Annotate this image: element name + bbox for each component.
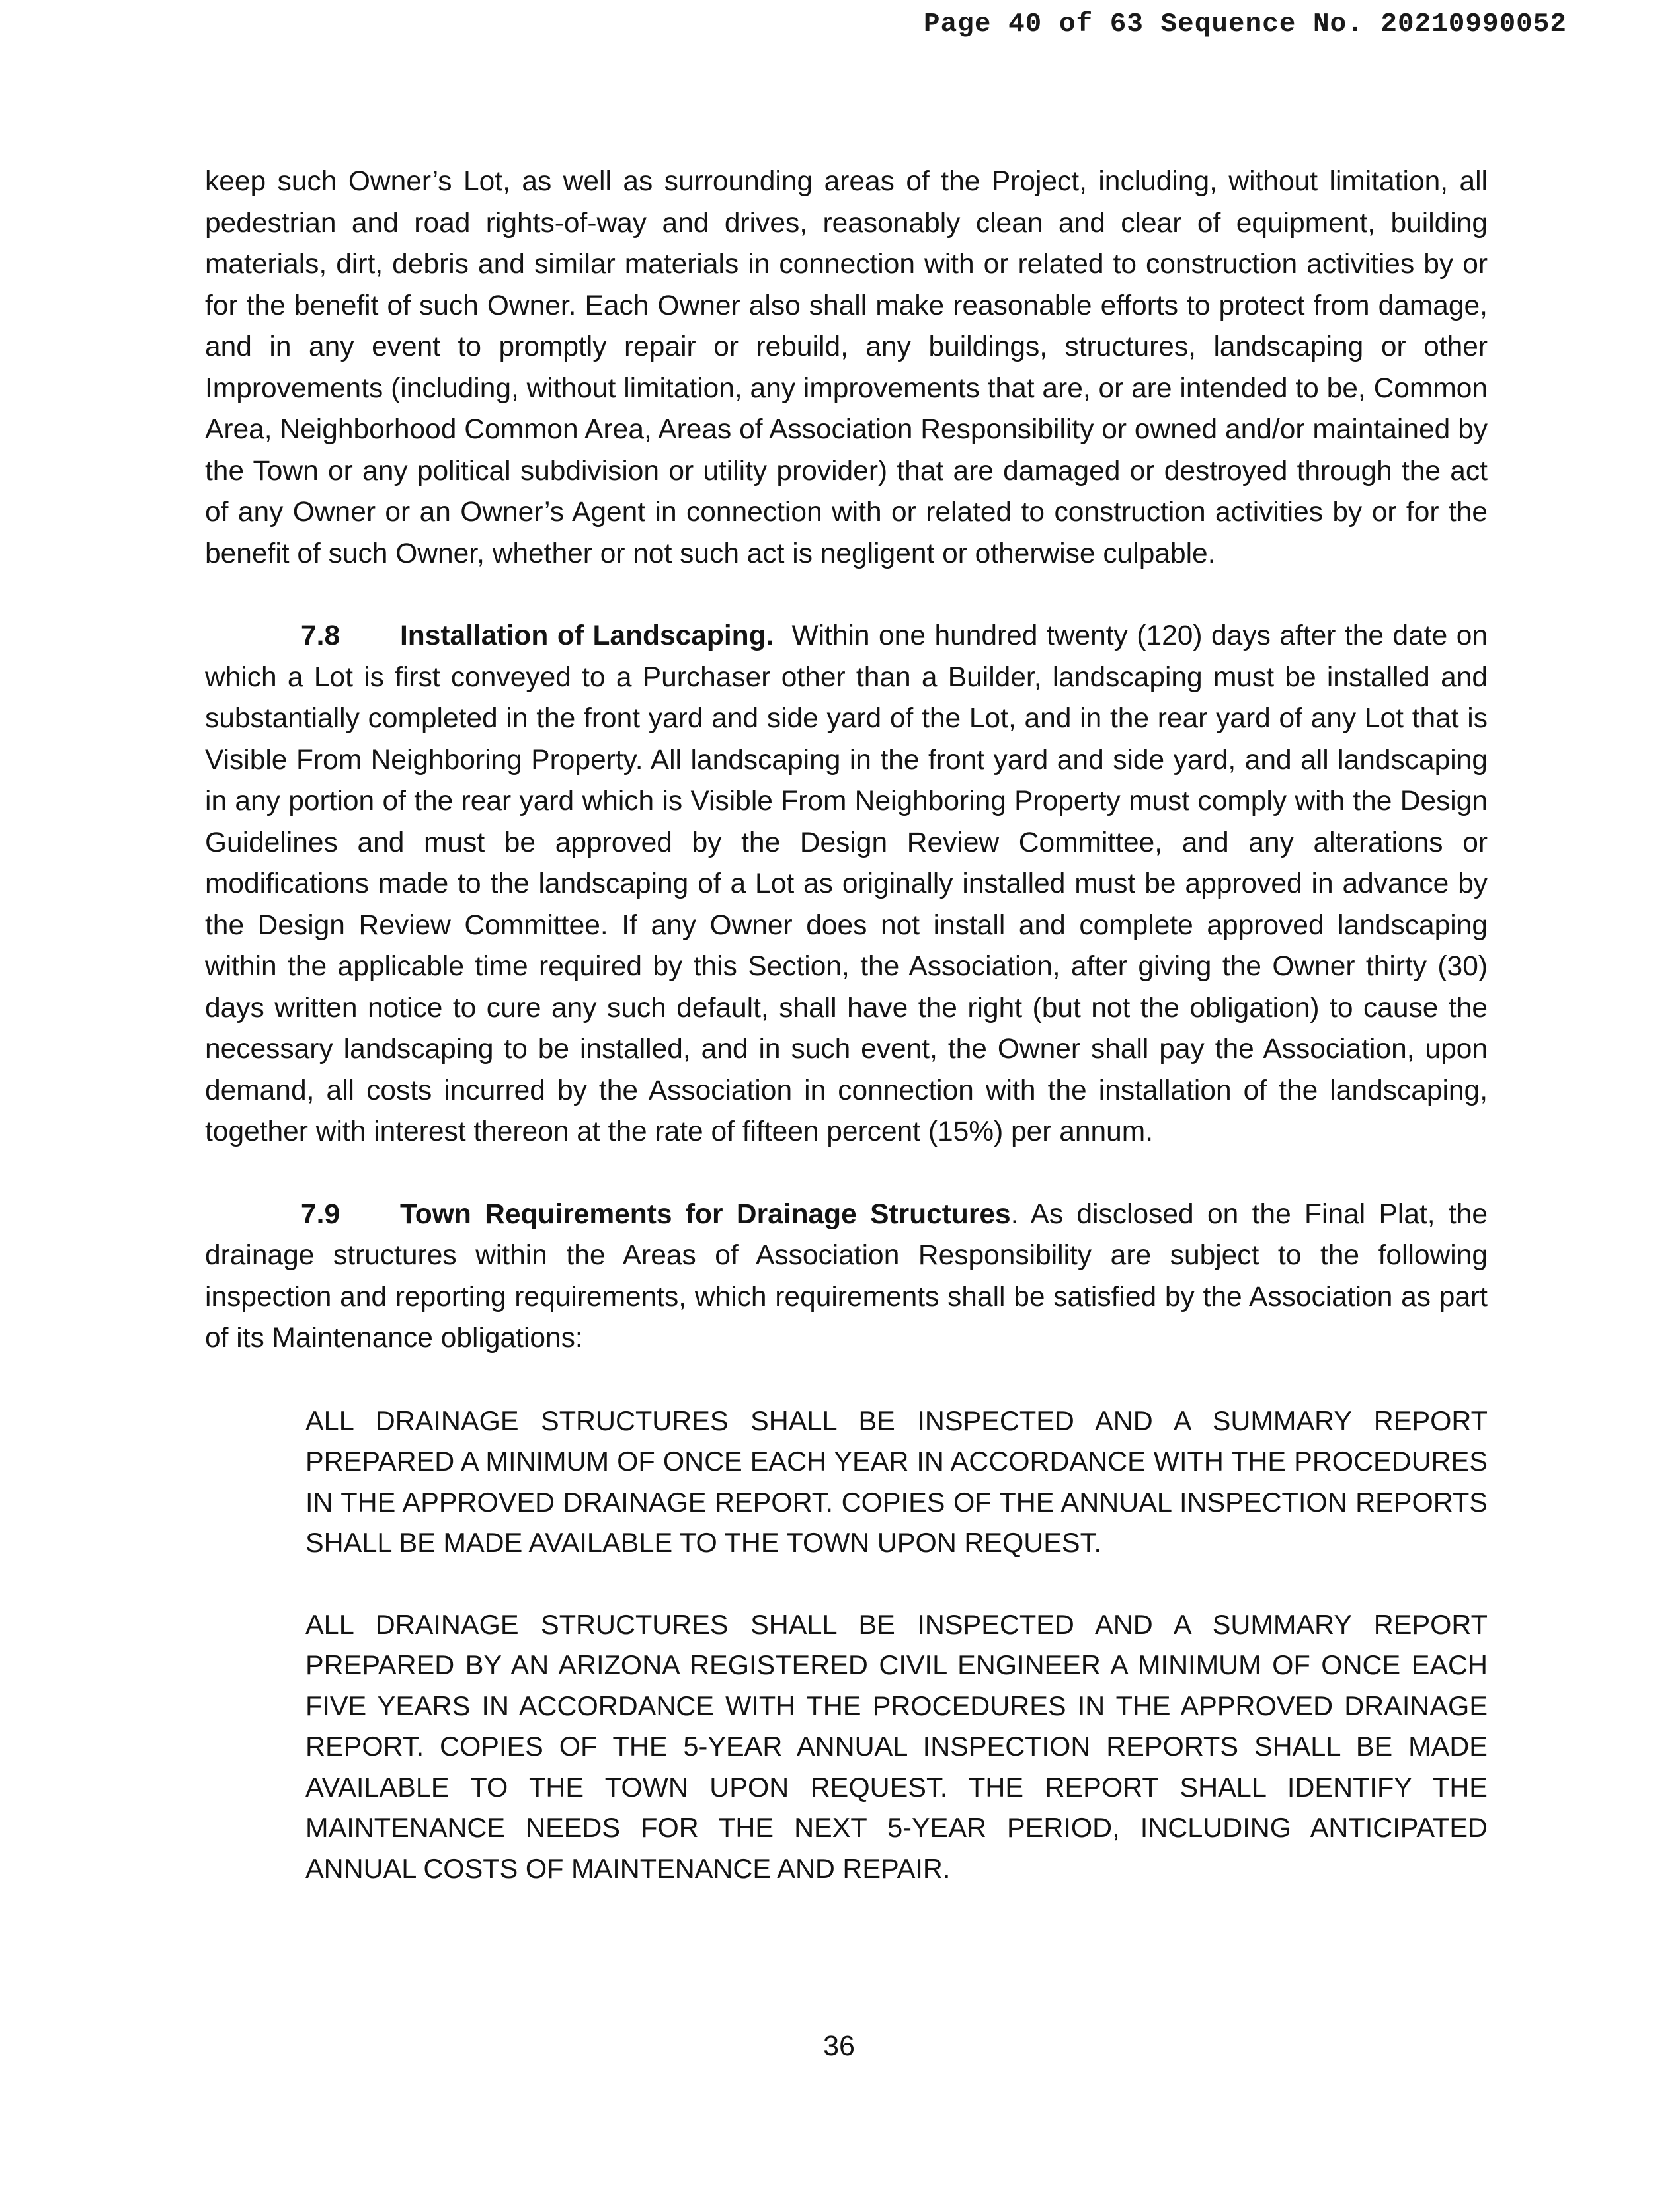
paragraph-spacer bbox=[205, 1563, 1488, 1604]
continuation-paragraph: keep such Owner’s Lot, as well as surrounding areas of the Project, including, without limitation, all pedestrian and road rights-of-way and drives, reasonably clean and clear of equipment, building materials, dirt, debris and similar materials in connection with or related to construction activities by or for the benefit of such Owner. Each Owner also shall make reasonable efforts to protect from damage, and in any event to promptly repair or rebuild, any buildings, structures, landscaping or other Improvements (including, without limitation, any improvements that are, or are intended to be, Common Area, Neighborhood Common Area, Areas of Association Responsibility or owned and/or maintained by the Town or any political subdivision or utility provider) that are damaged or destroyed through the act of any Owner or an Owner’s Agent in connection with or related to construction activities by or for the benefit of such Owner, whether or not such act is negligent or otherwise culpable. bbox=[205, 166, 1488, 569]
page-sequence-header: Page 40 of 63 Sequence No. 20210990052 bbox=[924, 9, 1567, 40]
drainage-requirement-annual: ALL DRAINAGE STRUCTURES SHALL BE INSPECTED AND A SUMMARY REPORT PREPARED A MINIMUM OF ONCE EACH YEAR IN ACCORDANCE WITH THE PROCEDURES IN THE APPROVED DRAINAGE REPORT. COPIES OF THE ANNUAL INSPECTION REPORTS SHALL BE MADE AVAILABLE TO THE TOWN UPON REQUEST. bbox=[305, 1405, 1488, 1558]
document-body bbox=[205, 161, 1488, 1889]
drainage-requirement-five-year: ALL DRAINAGE STRUCTURES SHALL BE INSPECTED AND A SUMMARY REPORT PREPARED BY AN ARIZONA REGISTERED CIVIL ENGINEER A MINIMUM OF ONCE EACH FIVE YEARS IN ACCORDANCE WITH THE PROCEDURES IN THE APPROVED DRAINAGE REPORT. COPIES OF THE 5-YEAR ANNUAL INSPECTION REPORTS SHALL BE MADE AVAILABLE TO THE TOWN UPON REQUEST. THE REPORT SHALL IDENTIFY THE MAINTENANCE NEEDS FOR THE NEXT 5-YEAR PERIOD, INCLUDING ANTICIPATED ANNUAL COSTS OF MAINTENANCE AND REPAIR. bbox=[305, 1608, 1488, 1884]
section-text: . As disclosed on the Final Plat, the drainage structures within the Areas of Association Responsibility are subject to the following inspection and reporting requirements, which requirements shall be satisfied by the Association as part of its Maintenance obligations: bbox=[205, 1198, 1488, 1354]
page-number: 36 bbox=[823, 2030, 855, 2062]
section-number: 7.8 bbox=[301, 620, 340, 651]
section-heading: Installation of Landscaping. bbox=[400, 620, 774, 651]
section-heading: Town Requirements for Drainage Structures bbox=[400, 1198, 1011, 1230]
paragraph-spacer bbox=[205, 1360, 1488, 1401]
section-7-9-paragraph bbox=[205, 1194, 1488, 1360]
section-text: Within one hundred twenty (120) days after the date on which a Lot is first conveyed to a Purchaser other than a Builder, landscaping must be installed and substantially completed in the front yard and side yard of the Lot, and in the rear yard of any Lot that is Visible From Neighboring Property. All landscaping in the front yard and side yard, and all landscaping in any portion of the rear yard which is Visible From Neighboring Property must comply with the Design Guidelines and must be approved by the Design Review Committee, and any alterations or modifications made to the landscaping of a Lot as originally installed must be approved in advance by the Design Review Committee. If any Owner does not install and complete approved landscaping within the applicable time required by this Section, the Association, after giving the Owner thirty (30) days written notice to cure any such default, shall have the right (but not the obligation) to cause the necessary landscaping to be installed, and in such event, the Owner shall pay the Association, upon demand, all costs incurred by the Association in connection with the installation of the landscaping, together with interest thereon at the rate of fifteen percent (15%) per annum. bbox=[205, 620, 1488, 1147]
section-7-8-paragraph bbox=[205, 616, 1488, 1153]
paragraph-spacer bbox=[205, 575, 1488, 616]
section-number: 7.9 bbox=[301, 1198, 340, 1230]
paragraph-spacer bbox=[205, 1153, 1488, 1194]
